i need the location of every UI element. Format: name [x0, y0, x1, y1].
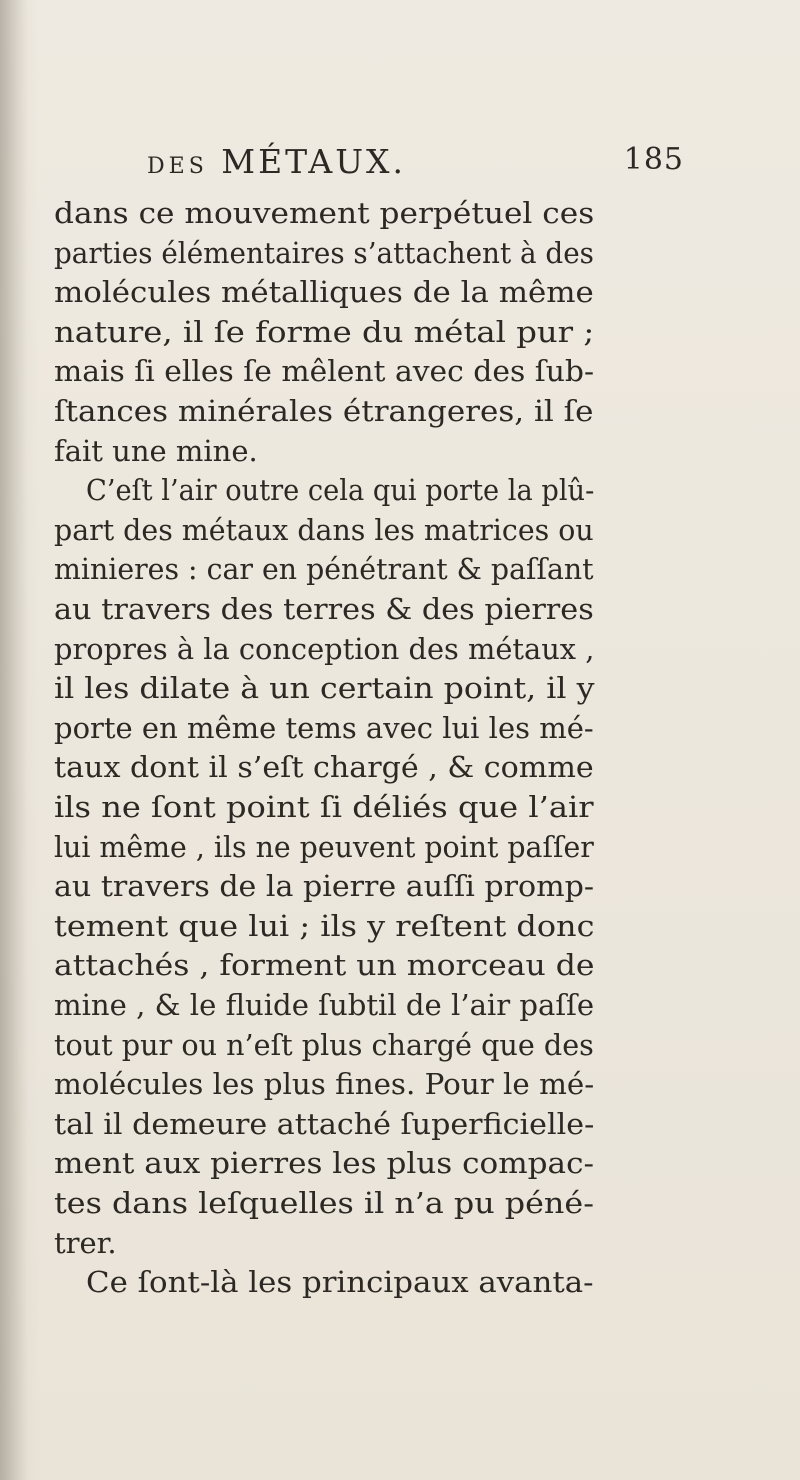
text-line: au travers des terres & des pierres — [54, 592, 594, 626]
text-line: mais ſi elles ſe mêlent avec des ſub- — [54, 354, 595, 389]
text-line: il les dilate à un certain point, il y — [54, 671, 595, 706]
text-line: molécules métalliques de la même — [54, 275, 594, 310]
running-title — [147, 142, 406, 181]
page-number: 185 — [623, 142, 684, 177]
text-line: molécules les plus fines. Pour le mé- — [54, 1067, 595, 1102]
text-line: dans ce mouvement perpétuel ces — [54, 196, 595, 230]
text-line: tout pur ou n’eſt plus chargé que des — [54, 1027, 594, 1062]
text-line: minieres : car en pénétrant & paſſant — [54, 552, 594, 587]
text-line: lui même , ils ne peuvent point paſſer — [54, 829, 594, 864]
paragraph-first-line: Ce ſont-là les principaux avanta- — [86, 1265, 594, 1300]
text-line: au travers de la pierre auſſi promp- — [54, 869, 595, 904]
text-line: trer. — [54, 1225, 117, 1260]
paragraph-first-line: C’eſt l’air outre cela qui porte la plû- — [86, 473, 595, 508]
text-line: attachés , forment un morceau de — [54, 948, 595, 983]
text-line: tes dans leſquelles il n’a pu péné- — [54, 1186, 594, 1220]
text-line: part des métaux dans les matrices ou — [54, 512, 594, 547]
text-line: tement que lui ; ils y reſtent donc — [54, 908, 595, 943]
text-line: propres à la conception des métaux , — [54, 631, 595, 666]
running-title-main: MÉTAUX. — [221, 142, 406, 181]
text-line: parties élémentaires s’attachent à des — [54, 235, 594, 270]
running-title-prefix: DES — [147, 154, 208, 179]
page-header — [147, 140, 684, 181]
text-line: tal il demeure attaché ſuperficielle- — [54, 1106, 595, 1141]
text-line: ils ne ſont point ſi déliés que l’air — [54, 790, 594, 824]
text-line: porte en même tems avec lui les mé- — [54, 710, 594, 745]
page-gutter-shadow — [0, 0, 28, 1480]
text-line: taux dont il s’eſt chargé , & comme — [54, 750, 594, 785]
text-line: fait une mine. — [54, 433, 258, 468]
text-line: ment aux pierres les plus compac- — [54, 1146, 594, 1181]
text-line: nature, il ſe forme du métal pur ; — [54, 314, 595, 349]
text-line: ſtances minérales étrangeres, il ſe — [54, 394, 594, 428]
text-line: mine , & le fluide ſubtil de l’air paſſe — [54, 988, 595, 1022]
